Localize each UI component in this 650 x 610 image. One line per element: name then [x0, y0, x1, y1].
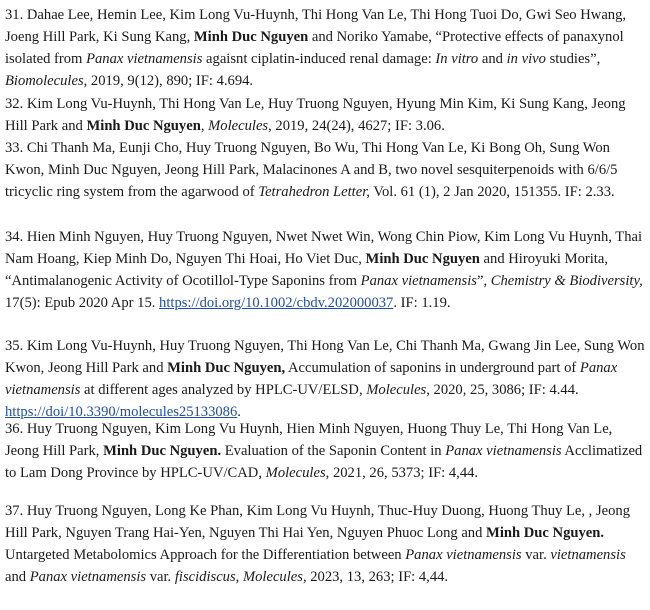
- publication-entry-33: [5, 137, 645, 203]
- publication-entry-32: [5, 93, 645, 137]
- citation-text: 37. Huy Truong Nguyen, Long Ke Phan, Kim Long Vu Huynh, Thuc-Huy Duong, Huong Thuy Le, , Jeong Hill Park, Nguyen Trang Hai-Yen, Nguyen Thi Hai Yen, Nguyen Phuoc Long and: [5, 503, 631, 541]
- italic-text: Panax vietnamensis: [360, 273, 477, 289]
- italic-text: vietnamensis: [550, 547, 626, 563]
- citation-text: Evaluation of the Saponin Content in: [221, 443, 446, 459]
- doi-link[interactable]: https://doi/10.3390/molecules25133086: [5, 404, 238, 420]
- italic-text: Biomolecules: [5, 73, 84, 89]
- italic-text: Panax vietnamensis: [405, 547, 522, 563]
- citation-text: , 2019, 9(12), 890; IF: 4.694.: [83, 73, 254, 89]
- italic-text: in vivo: [506, 51, 546, 67]
- publication-entry-37: [5, 500, 645, 588]
- citation-text: , 2020, 25, 3086; IF: 4.44.: [426, 382, 579, 398]
- author-highlight: Minh Duc Nguyen.: [486, 525, 605, 541]
- publication-entry-35: [5, 335, 645, 423]
- italic-text: Tetrahedron Letter,: [258, 184, 370, 200]
- citation-text: , 2021, 26, 5373; IF: 4,44.: [325, 465, 479, 481]
- citation-text: 32. Kim Long Vu-Huynh, Thi Hong Van Le, Huy Truong Nguyen, Hyung Min Kim, Ki Sung Kang, Jeong Hill Park and: [5, 96, 626, 134]
- doi-link[interactable]: https://doi.org/10.1002/cbdv.202000037: [159, 295, 394, 311]
- publication-entry-36: [5, 418, 645, 484]
- citation-text: 36. Huy Truong Nguyen, Kim Long Vu Huynh, Hien Minh Nguyen, Huong Thuy Le, Thi Hong Van Le, Jeong Hill Park,: [5, 421, 613, 459]
- italic-text: Panax vietnamensis: [445, 443, 562, 459]
- publication-entry-34: [5, 226, 645, 314]
- italic-text: Panax vietnamensis: [5, 360, 618, 398]
- citation-text: agaisnt ciplatin-induced renal damage:: [202, 51, 436, 67]
- italic-text: fiscidiscus: [174, 569, 236, 585]
- citation-text: Untargeted Metabolomics Approach for the Differentiation between: [5, 547, 406, 563]
- author-highlight: Minh Duc Nguyen.: [103, 443, 222, 459]
- citation-text: var.: [521, 547, 551, 563]
- citation-text: ,: [235, 569, 243, 585]
- italic-text: Molecules: [208, 118, 269, 134]
- citation-text: Acclimatized to Lam Dong Province by HPLC-UV/CAD,: [5, 443, 643, 481]
- citation-text: 17(5): Epub 2020 Apr 15.: [5, 295, 160, 311]
- citation-text: Accumulation of saponins in underground part of: [285, 360, 580, 376]
- author-highlight: Minh Duc Nguyen,: [167, 360, 286, 376]
- citation-text: and: [5, 569, 30, 585]
- citation-text: . IF: 1.19.: [393, 295, 451, 311]
- citation-text: and Hiroyuki Morita, “Antimalanogenic Activity of Ocotillol-Type Saponins from: [5, 251, 608, 289]
- citation-text: .: [237, 404, 241, 420]
- author-highlight: Minh Duc Nguyen: [365, 251, 480, 267]
- citation-text: studies”,: [545, 51, 601, 67]
- italic-text: Molecules: [242, 569, 303, 585]
- citation-text: var.: [146, 569, 175, 585]
- citation-text: , 2023, 13, 263; IF: 4,44.: [302, 569, 449, 585]
- publication-entry-31: [5, 4, 645, 92]
- italic-text: Panax vietnamensis: [86, 51, 203, 67]
- citation-text: ”,: [476, 273, 491, 289]
- author-highlight: Minh Duc Nguyen: [86, 118, 201, 134]
- italic-text: Molecules: [366, 382, 427, 398]
- citation-text: ,: [200, 118, 209, 134]
- citation-text: 34. Hien Minh Nguyen, Huy Truong Nguyen, Nwet Nwet Win, Wong Chin Piow, Kim Long Vu Huynh, Thai Nam Hoang, Kiep Minh Do, Nguyen Thi Hoai, Ho Viet Duc,: [5, 229, 643, 267]
- citation-text: and: [478, 51, 507, 67]
- citation-text: 35. Kim Long Vu-Huynh, Huy Truong Nguyen, Thi Hong Van Le, Chi Thanh Ma, Gwang Jin Lee, Sung Won Kwon, Jeong Hill Park and: [5, 338, 645, 376]
- citation-text: Vol. 61 (1), 2 Jan 2020, 151355. IF: 2.33.: [369, 184, 615, 200]
- italic-text: Panax vietnamensis: [29, 569, 147, 585]
- citation-text: 33. Chi Thanh Ma, Eunji Cho, Huy Truong Nguyen, Bo Wu, Thi Hong Van Le, Ki Bong Oh, Sung Won Kwon, Minh Duc Nguyen, Jeong Hill Park, Malacinones A and B, two novel sesquiterpenoids with 6/6/5 tricyclic ring system from the agarwood of: [5, 140, 618, 200]
- italic-text: Molecules: [265, 465, 326, 481]
- citation-text: at different ages analyzed by HPLC-UV/ELSD,: [80, 382, 367, 398]
- italic-text: In vitro: [435, 51, 479, 67]
- citation-text: , 2019, 24(24), 4627; IF: 3.06.: [268, 118, 445, 134]
- italic-text: Chemistry & Biodiversity,: [490, 273, 643, 289]
- citation-text: and Noriko Yamabe, “Protective effects of panaxynol isolated from: [5, 29, 624, 67]
- citation-text: 31. Dahae Lee, Hemin Lee, Kim Long Vu-Huynh, Thi Hong Van Le, Thi Hong Tuoi Do, Gwi Seo Hwang, Joeng Hill Park, Ki Sung Kang,: [5, 7, 627, 45]
- author-highlight: Minh Duc Nguyen: [193, 29, 309, 45]
